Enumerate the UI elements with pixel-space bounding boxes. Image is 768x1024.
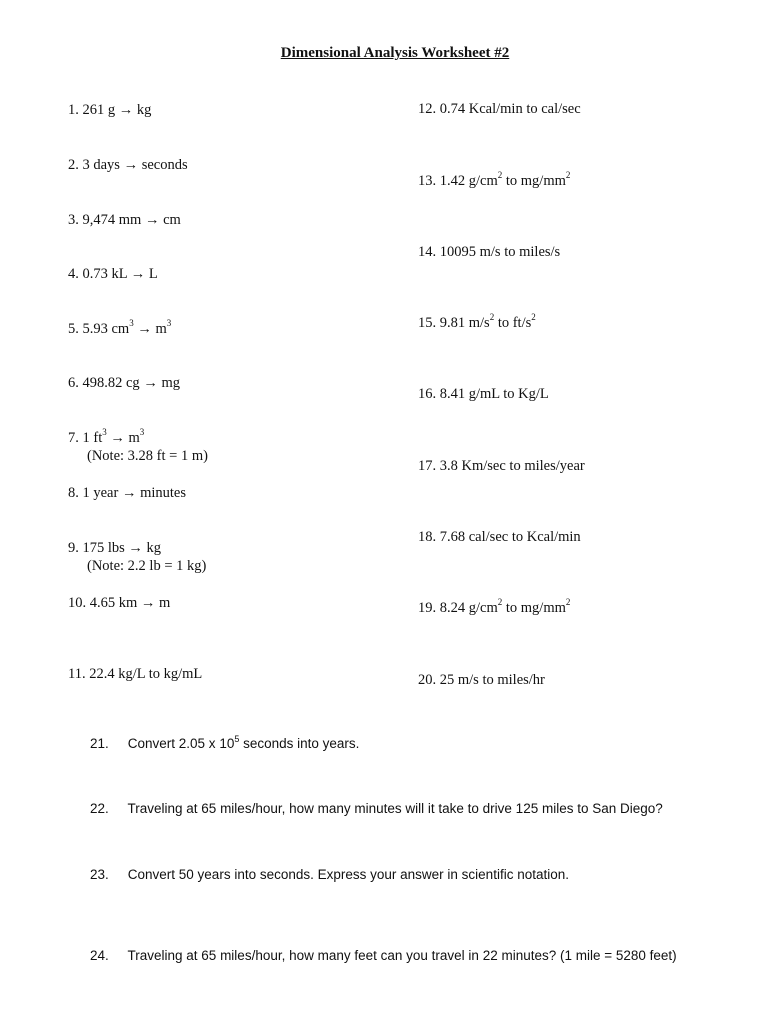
problem-text: 3.8 Km/sec to miles/year [439, 458, 585, 474]
problem-number: 20. [418, 672, 437, 688]
problem-text: Traveling at 65 miles/hour, how many feet can you travel in 22 minutes? (1 mile = 5280 feet) [127, 948, 677, 963]
problem-to: L [148, 266, 158, 282]
problem-text: Convert 2.05 x 10 [127, 736, 235, 751]
exponent: 2 [497, 170, 503, 181]
problem-to: cm [163, 212, 181, 228]
problem-8 [68, 484, 186, 502]
problem-14 [418, 243, 560, 261]
arrow-icon: → [137, 321, 152, 337]
problem-to: m [128, 430, 140, 446]
problem-to: kg [136, 102, 152, 118]
problem-to: mg [161, 375, 180, 391]
problem-number: 15. [418, 315, 437, 331]
problem-number: 1. [68, 102, 79, 118]
problem-7 [68, 429, 208, 465]
problem-number: 6. [68, 375, 79, 391]
problem-text: 22.4 kg/L to kg/mL [89, 666, 203, 682]
problem-number: 9. [68, 540, 79, 556]
problem-number: 2. [68, 157, 79, 173]
problem-number: 4. [68, 266, 79, 282]
problem-13 [418, 172, 570, 190]
problem-text: 0.74 Kcal/min to cal/sec [439, 101, 581, 117]
arrow-icon: → [143, 375, 158, 391]
problem-from: 261 g [82, 102, 116, 118]
problem-6 [68, 374, 180, 392]
problem-number: 11. [68, 666, 86, 682]
problem-to: kg [146, 540, 162, 556]
problem-to: to mg/mm [502, 173, 566, 189]
problem-number: 23. [90, 867, 109, 882]
problem-to: to mg/mm [502, 600, 566, 616]
problem-20 [418, 671, 545, 689]
problem-23 [90, 866, 569, 884]
problem-from: 8.24 g/cm [439, 600, 498, 616]
problem-number: 10. [68, 595, 87, 611]
exponent: 2 [565, 597, 571, 608]
problem-text: Traveling at 65 miles/hour, how many minutes will it take to drive 125 miles to San Diego? [127, 801, 663, 816]
problem-3 [68, 211, 181, 229]
exponent: 3 [129, 318, 134, 329]
problem-17 [418, 457, 585, 475]
problem-5 [68, 320, 171, 338]
exponent: 2 [565, 170, 571, 181]
problem-to: minutes [140, 485, 186, 501]
worksheet-title: Dimensional Analysis Worksheet #2 [280, 45, 510, 61]
problem-11 [68, 665, 202, 683]
problem-19 [418, 599, 570, 617]
problem-number: 19. [418, 600, 437, 616]
problem-18 [418, 528, 581, 546]
problem-from: 4.65 km [89, 595, 138, 611]
arrow-icon: → [140, 595, 156, 611]
exponent: 3 [139, 427, 145, 438]
arrow-icon: → [118, 102, 134, 118]
problem-12 [418, 100, 581, 118]
problem-10 [68, 594, 170, 612]
problem-from: 1 ft [82, 430, 103, 446]
exponent: 2 [531, 312, 536, 323]
problem-number: 17. [418, 458, 437, 474]
problem-text: Convert 50 years into seconds. Express your answer in scientific notation. [127, 867, 569, 882]
problem-21 [90, 735, 359, 753]
arrow-icon: → [128, 540, 143, 556]
problem-9 [68, 539, 206, 575]
problem-2 [68, 156, 188, 174]
exponent: 2 [489, 312, 495, 323]
problem-note: (Note: 2.2 lb = 1 kg) [87, 558, 207, 574]
problem-from: 0.73 kL [82, 266, 128, 282]
problem-number: 13. [418, 173, 437, 189]
problem-4 [68, 265, 158, 283]
problem-to: m [155, 321, 167, 337]
problem-number: 3. [68, 212, 79, 228]
arrow-icon: → [110, 430, 125, 446]
problem-24 [90, 947, 677, 965]
problem-from: 3 days [82, 157, 120, 173]
problem-number: 22. [90, 801, 109, 816]
problem-from: 1.42 g/cm [439, 173, 498, 189]
problem-22 [90, 800, 663, 818]
problem-number: 8. [68, 485, 79, 501]
arrow-icon: → [130, 266, 146, 282]
problem-number: 18. [418, 529, 437, 545]
problem-text: 25 m/s to miles/hr [439, 672, 545, 688]
problem-number: 12. [418, 101, 437, 117]
problem-text: 10095 m/s to miles/s [439, 244, 561, 260]
problem-to: seconds [141, 157, 188, 173]
problem-from: 175 lbs [82, 540, 125, 556]
problem-to: to ft/s [494, 315, 532, 331]
problem-16 [418, 385, 549, 403]
problem-from: 1 year [82, 485, 119, 501]
problem-number: 5. [68, 321, 79, 337]
problem-text: 8.41 g/mL to Kg/L [439, 386, 549, 402]
problem-1 [68, 101, 151, 119]
exponent: 5 [234, 733, 240, 744]
exponent: 3 [166, 318, 172, 329]
problem-text-end: seconds into years. [239, 736, 360, 751]
problem-number: 16. [418, 386, 437, 402]
problem-number: 14. [418, 244, 437, 260]
problem-from: 9.81 m/s [439, 315, 490, 331]
problem-text: 7.68 cal/sec to Kcal/min [439, 529, 581, 545]
arrow-icon: → [121, 485, 137, 501]
problem-from: 5.93 cm [82, 321, 130, 337]
exponent: 3 [102, 427, 107, 438]
problem-note: (Note: 3.28 ft = 1 m) [87, 448, 208, 464]
problem-number: 24. [90, 948, 109, 963]
problem-number: 7. [68, 430, 79, 446]
arrow-icon: → [123, 157, 139, 173]
problem-from: 498.82 cg [82, 375, 140, 391]
exponent: 2 [497, 597, 503, 608]
problem-from: 9,474 mm [82, 212, 142, 228]
problem-15 [418, 314, 536, 332]
problem-number: 21. [90, 736, 109, 751]
arrow-icon: → [144, 212, 160, 228]
problem-to: m [159, 595, 171, 611]
